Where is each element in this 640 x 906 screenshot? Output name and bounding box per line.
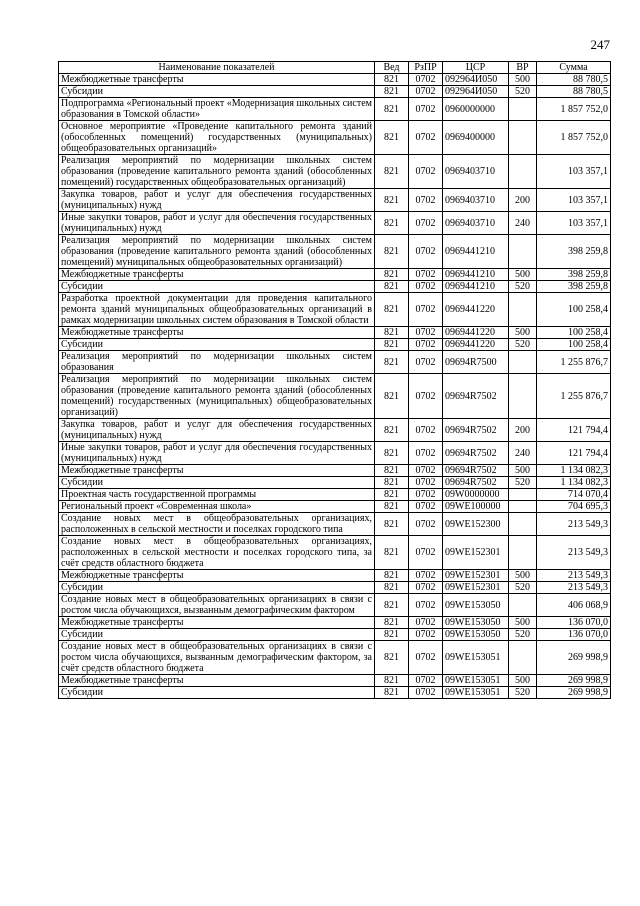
row-sum: 269 998,9 bbox=[537, 641, 611, 675]
table-row bbox=[59, 629, 611, 641]
row-vr: 520 bbox=[509, 339, 537, 351]
table-row bbox=[59, 501, 611, 513]
row-csr: 09694R7500 bbox=[443, 351, 509, 374]
row-rzpr: 0702 bbox=[409, 121, 443, 155]
row-rzpr: 0702 bbox=[409, 269, 443, 281]
table-row bbox=[59, 374, 611, 419]
row-sum: 714 070,4 bbox=[537, 489, 611, 501]
row-vr bbox=[509, 293, 537, 327]
table-row bbox=[59, 687, 611, 699]
table-row bbox=[59, 582, 611, 594]
row-csr: 0969441220 bbox=[443, 293, 509, 327]
row-csr: 09694R7502 bbox=[443, 442, 509, 465]
row-csr: 092964И050 bbox=[443, 74, 509, 86]
header-vr: ВР bbox=[509, 62, 537, 74]
row-csr: 09WE152301 bbox=[443, 536, 509, 570]
row-ved: 821 bbox=[375, 442, 409, 465]
row-vr: 240 bbox=[509, 212, 537, 235]
row-sum: 1 857 752,0 bbox=[537, 121, 611, 155]
row-sum: 406 068,9 bbox=[537, 594, 611, 617]
row-vr: 500 bbox=[509, 327, 537, 339]
row-rzpr: 0702 bbox=[409, 489, 443, 501]
table-row bbox=[59, 98, 611, 121]
row-ved: 821 bbox=[375, 641, 409, 675]
table-row bbox=[59, 465, 611, 477]
row-sum: 213 549,3 bbox=[537, 536, 611, 570]
row-name: Закупка товаров, работ и услуг для обеспечения государственных (муниципальных) нужд bbox=[59, 419, 375, 442]
row-name: Региональный проект «Современная школа» bbox=[59, 501, 375, 513]
row-ved: 821 bbox=[375, 687, 409, 699]
row-ved: 821 bbox=[375, 582, 409, 594]
row-rzpr: 0702 bbox=[409, 629, 443, 641]
row-vr: 240 bbox=[509, 442, 537, 465]
row-vr bbox=[509, 641, 537, 675]
table-row bbox=[59, 675, 611, 687]
row-vr: 520 bbox=[509, 629, 537, 641]
row-name: Проектная часть государственной программы bbox=[59, 489, 375, 501]
row-rzpr: 0702 bbox=[409, 339, 443, 351]
row-rzpr: 0702 bbox=[409, 351, 443, 374]
row-csr: 0969441210 bbox=[443, 281, 509, 293]
row-csr: 09WE153051 bbox=[443, 641, 509, 675]
row-sum: 121 794,4 bbox=[537, 419, 611, 442]
row-ved: 821 bbox=[375, 339, 409, 351]
row-vr: 500 bbox=[509, 570, 537, 582]
table-row bbox=[59, 351, 611, 374]
table-row bbox=[59, 235, 611, 269]
row-name: Иные закупки товаров, работ и услуг для обеспечения государственных (муниципальных) нужд bbox=[59, 442, 375, 465]
row-sum: 398 259,8 bbox=[537, 235, 611, 269]
row-csr: 09WE100000 bbox=[443, 501, 509, 513]
row-name: Межбюджетные трансферты bbox=[59, 617, 375, 629]
row-rzpr: 0702 bbox=[409, 293, 443, 327]
row-sum: 1 857 752,0 bbox=[537, 98, 611, 121]
table-row bbox=[59, 327, 611, 339]
row-csr: 092964И050 bbox=[443, 86, 509, 98]
row-name: Межбюджетные трансферты bbox=[59, 74, 375, 86]
row-csr: 0960000000 bbox=[443, 98, 509, 121]
header-sum: Сумма bbox=[537, 62, 611, 74]
row-sum: 103 357,1 bbox=[537, 189, 611, 212]
row-ved: 821 bbox=[375, 513, 409, 536]
row-name: Субсидии bbox=[59, 687, 375, 699]
row-csr: 0969441220 bbox=[443, 327, 509, 339]
row-csr: 09WE152300 bbox=[443, 513, 509, 536]
row-name: Создание новых мест в общеобразовательных организациях, расположенных в сельской местности и поселках городского типа, за счёт средств областного бюджета bbox=[59, 536, 375, 570]
row-csr: 09694R7502 bbox=[443, 419, 509, 442]
row-sum: 1 134 082,3 bbox=[537, 477, 611, 489]
table-body bbox=[59, 74, 611, 699]
row-sum: 100 258,4 bbox=[537, 339, 611, 351]
row-sum: 88 780,5 bbox=[537, 74, 611, 86]
row-rzpr: 0702 bbox=[409, 617, 443, 629]
row-name: Межбюджетные трансферты bbox=[59, 570, 375, 582]
row-ved: 821 bbox=[375, 477, 409, 489]
table-row bbox=[59, 594, 611, 617]
row-ved: 821 bbox=[375, 501, 409, 513]
row-sum: 213 549,3 bbox=[537, 570, 611, 582]
table-row bbox=[59, 570, 611, 582]
row-ved: 821 bbox=[375, 121, 409, 155]
row-ved: 821 bbox=[375, 629, 409, 641]
row-rzpr: 0702 bbox=[409, 74, 443, 86]
row-sum: 100 258,4 bbox=[537, 293, 611, 327]
row-sum: 269 998,9 bbox=[537, 675, 611, 687]
row-vr: 500 bbox=[509, 74, 537, 86]
row-vr bbox=[509, 489, 537, 501]
row-rzpr: 0702 bbox=[409, 513, 443, 536]
table-row bbox=[59, 86, 611, 98]
table-row bbox=[59, 419, 611, 442]
row-name: Субсидии bbox=[59, 281, 375, 293]
row-vr bbox=[509, 121, 537, 155]
row-ved: 821 bbox=[375, 351, 409, 374]
row-ved: 821 bbox=[375, 155, 409, 189]
row-ved: 821 bbox=[375, 675, 409, 687]
row-csr: 0969403710 bbox=[443, 212, 509, 235]
table-row bbox=[59, 442, 611, 465]
row-vr: 520 bbox=[509, 86, 537, 98]
row-csr: 0969441210 bbox=[443, 269, 509, 281]
row-vr: 520 bbox=[509, 582, 537, 594]
row-sum: 1 255 876,7 bbox=[537, 374, 611, 419]
row-name: Закупка товаров, работ и услуг для обеспечения государственных (муниципальных) нужд bbox=[59, 189, 375, 212]
table-header-row bbox=[59, 62, 611, 74]
row-sum: 1 255 876,7 bbox=[537, 351, 611, 374]
row-vr: 500 bbox=[509, 269, 537, 281]
row-rzpr: 0702 bbox=[409, 155, 443, 189]
row-rzpr: 0702 bbox=[409, 675, 443, 687]
row-name: Межбюджетные трансферты bbox=[59, 327, 375, 339]
row-rzpr: 0702 bbox=[409, 442, 443, 465]
table-row bbox=[59, 212, 611, 235]
row-name: Реализация мероприятий по модернизации школьных систем образования (проведение капитального ремонта зданий (обособленных помещений) государственных (муниципальных) общеобразовательных организаций) bbox=[59, 374, 375, 419]
row-sum: 103 357,1 bbox=[537, 155, 611, 189]
row-vr bbox=[509, 98, 537, 121]
row-vr bbox=[509, 501, 537, 513]
row-vr bbox=[509, 594, 537, 617]
header-name: Наименование показателей bbox=[59, 62, 375, 74]
row-name: Субсидии bbox=[59, 339, 375, 351]
row-vr: 500 bbox=[509, 675, 537, 687]
table-row bbox=[59, 74, 611, 86]
row-sum: 121 794,4 bbox=[537, 442, 611, 465]
row-rzpr: 0702 bbox=[409, 374, 443, 419]
row-rzpr: 0702 bbox=[409, 570, 443, 582]
row-name: Основное мероприятие «Проведение капитального ремонта зданий (обособленных помещений) государственных (муниципальных) общеобразовательных организаций» bbox=[59, 121, 375, 155]
row-ved: 821 bbox=[375, 189, 409, 212]
row-rzpr: 0702 bbox=[409, 687, 443, 699]
row-name: Субсидии bbox=[59, 477, 375, 489]
row-sum: 136 070,0 bbox=[537, 629, 611, 641]
row-sum: 213 549,3 bbox=[537, 582, 611, 594]
table-row bbox=[59, 281, 611, 293]
row-rzpr: 0702 bbox=[409, 536, 443, 570]
row-csr: 09WE152301 bbox=[443, 570, 509, 582]
row-name: Субсидии bbox=[59, 582, 375, 594]
table-row bbox=[59, 617, 611, 629]
row-name: Межбюджетные трансферты bbox=[59, 465, 375, 477]
row-csr: 0969403710 bbox=[443, 189, 509, 212]
row-name: Разработка проектной документации для проведения капитального ремонта зданий муниципальных общеобразовательных организаций в рамках модернизации школьных систем образования в Томской области bbox=[59, 293, 375, 327]
row-vr bbox=[509, 155, 537, 189]
row-name: Создание новых мест в общеобразовательных организациях в связи с ростом числа обучающихся, вызванным демографическим фактором bbox=[59, 594, 375, 617]
row-csr: 09WE153051 bbox=[443, 687, 509, 699]
row-vr: 520 bbox=[509, 687, 537, 699]
row-sum: 704 695,3 bbox=[537, 501, 611, 513]
row-ved: 821 bbox=[375, 281, 409, 293]
table-row bbox=[59, 339, 611, 351]
row-name: Межбюджетные трансферты bbox=[59, 675, 375, 687]
row-csr: 09694R7502 bbox=[443, 374, 509, 419]
row-rzpr: 0702 bbox=[409, 477, 443, 489]
row-rzpr: 0702 bbox=[409, 212, 443, 235]
row-csr: 09694R7502 bbox=[443, 465, 509, 477]
row-ved: 821 bbox=[375, 570, 409, 582]
row-ved: 821 bbox=[375, 489, 409, 501]
row-sum: 398 259,8 bbox=[537, 281, 611, 293]
table-row bbox=[59, 155, 611, 189]
row-rzpr: 0702 bbox=[409, 594, 443, 617]
row-rzpr: 0702 bbox=[409, 189, 443, 212]
row-name: Межбюджетные трансферты bbox=[59, 269, 375, 281]
row-ved: 821 bbox=[375, 465, 409, 477]
row-ved: 821 bbox=[375, 419, 409, 442]
table-row bbox=[59, 513, 611, 536]
row-rzpr: 0702 bbox=[409, 641, 443, 675]
row-name: Субсидии bbox=[59, 86, 375, 98]
row-ved: 821 bbox=[375, 536, 409, 570]
row-vr: 200 bbox=[509, 189, 537, 212]
row-vr bbox=[509, 351, 537, 374]
row-ved: 821 bbox=[375, 327, 409, 339]
row-sum: 88 780,5 bbox=[537, 86, 611, 98]
row-name: Реализация мероприятий по модернизации школьных систем образования (проведение капитального ремонта зданий (обособленных помещений) муниципальных общеобразовательных организаций) bbox=[59, 235, 375, 269]
table-row bbox=[59, 641, 611, 675]
row-ved: 821 bbox=[375, 86, 409, 98]
table-row bbox=[59, 293, 611, 327]
row-name: Реализация мероприятий по модернизации школьных систем образования (проведение капитального ремонта зданий (обособленных помещений) государственных общеобразовательных организаций) bbox=[59, 155, 375, 189]
table-row bbox=[59, 121, 611, 155]
row-ved: 821 bbox=[375, 293, 409, 327]
row-csr: 09WE153050 bbox=[443, 594, 509, 617]
row-rzpr: 0702 bbox=[409, 235, 443, 269]
row-rzpr: 0702 bbox=[409, 465, 443, 477]
row-csr: 0969400000 bbox=[443, 121, 509, 155]
row-sum: 100 258,4 bbox=[537, 327, 611, 339]
table-row bbox=[59, 536, 611, 570]
row-rzpr: 0702 bbox=[409, 582, 443, 594]
row-vr: 500 bbox=[509, 617, 537, 629]
row-sum: 213 549,3 bbox=[537, 513, 611, 536]
row-sum: 1 134 082,3 bbox=[537, 465, 611, 477]
table-row bbox=[59, 269, 611, 281]
row-csr: 09WE153051 bbox=[443, 675, 509, 687]
row-vr: 200 bbox=[509, 419, 537, 442]
row-vr: 500 bbox=[509, 465, 537, 477]
row-sum: 136 070,0 bbox=[537, 617, 611, 629]
row-ved: 821 bbox=[375, 594, 409, 617]
row-vr bbox=[509, 374, 537, 419]
header-ved: Вед bbox=[375, 62, 409, 74]
row-name: Иные закупки товаров, работ и услуг для обеспечения государственных (муниципальных) нужд bbox=[59, 212, 375, 235]
row-sum: 103 357,1 bbox=[537, 212, 611, 235]
row-ved: 821 bbox=[375, 74, 409, 86]
row-csr: 0969403710 bbox=[443, 155, 509, 189]
row-vr bbox=[509, 513, 537, 536]
row-csr: 09WE152301 bbox=[443, 582, 509, 594]
table-row bbox=[59, 489, 611, 501]
table-row bbox=[59, 477, 611, 489]
row-ved: 821 bbox=[375, 212, 409, 235]
row-ved: 821 bbox=[375, 617, 409, 629]
row-csr: 09WE153050 bbox=[443, 617, 509, 629]
row-csr: 09W0000000 bbox=[443, 489, 509, 501]
row-vr: 520 bbox=[509, 281, 537, 293]
page-number: 247 bbox=[590, 37, 610, 52]
row-sum: 269 998,9 bbox=[537, 687, 611, 699]
row-vr: 520 bbox=[509, 477, 537, 489]
header-csr: ЦСР bbox=[443, 62, 509, 74]
row-ved: 821 bbox=[375, 374, 409, 419]
row-vr bbox=[509, 235, 537, 269]
row-rzpr: 0702 bbox=[409, 86, 443, 98]
row-name: Создание новых мест в общеобразовательных организациях в связи с ростом числа обучающихся, вызванным демографическим фактором, за счёт средств областного бюджета bbox=[59, 641, 375, 675]
row-name: Субсидии bbox=[59, 629, 375, 641]
row-csr: 09WE153050 bbox=[443, 629, 509, 641]
row-vr bbox=[509, 536, 537, 570]
row-rzpr: 0702 bbox=[409, 327, 443, 339]
row-rzpr: 0702 bbox=[409, 419, 443, 442]
row-name: Подпрограмма «Региональный проект «Модернизация школьных систем образования в Томской области» bbox=[59, 98, 375, 121]
row-sum: 398 259,8 bbox=[537, 269, 611, 281]
row-name: Создание новых мест в общеобразовательных организациях, расположенных в сельской местности и поселках городского типа bbox=[59, 513, 375, 536]
row-ved: 821 bbox=[375, 98, 409, 121]
row-name: Реализация мероприятий по модернизации школьных систем образования bbox=[59, 351, 375, 374]
row-rzpr: 0702 bbox=[409, 98, 443, 121]
row-csr: 0969441220 bbox=[443, 339, 509, 351]
header-rzpr: РзПР bbox=[409, 62, 443, 74]
budget-table bbox=[58, 61, 611, 699]
row-ved: 821 bbox=[375, 269, 409, 281]
row-rzpr: 0702 bbox=[409, 501, 443, 513]
table-row bbox=[59, 189, 611, 212]
row-ved: 821 bbox=[375, 235, 409, 269]
row-rzpr: 0702 bbox=[409, 281, 443, 293]
row-csr: 0969441210 bbox=[443, 235, 509, 269]
row-csr: 09694R7502 bbox=[443, 477, 509, 489]
